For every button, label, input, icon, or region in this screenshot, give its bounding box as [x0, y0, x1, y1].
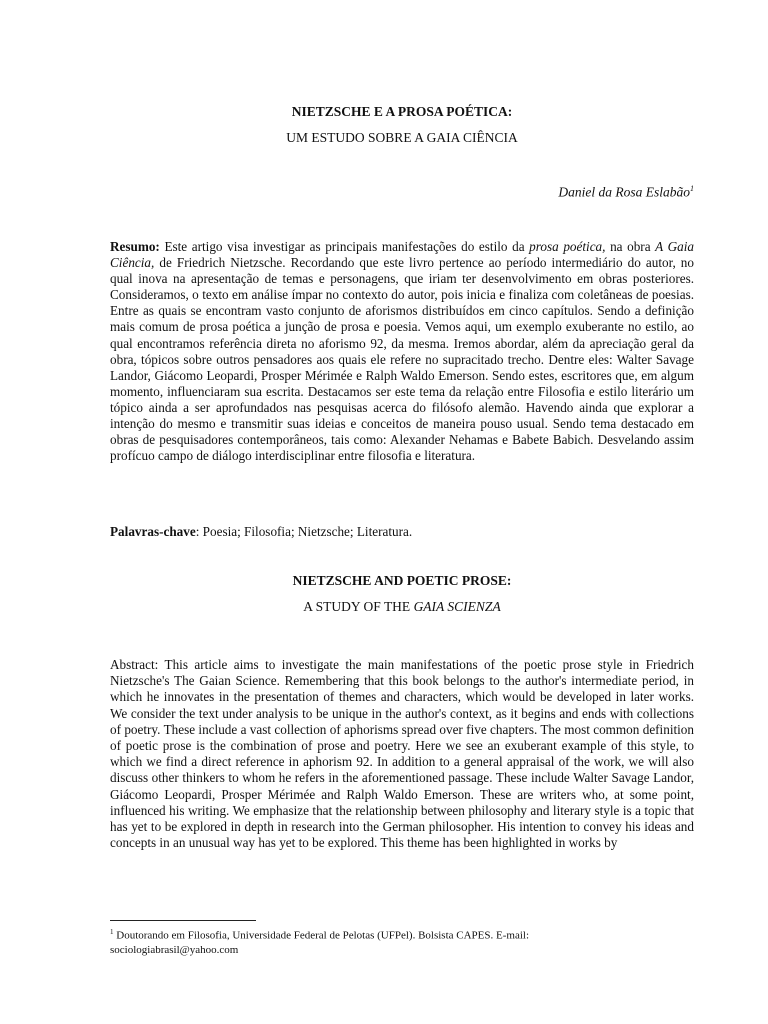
- footnote: [110, 925, 694, 957]
- author-name: Daniel da Rosa Eslabão: [558, 184, 690, 200]
- keywords-pt-text: : Poesia; Filosofia; Nietzsche; Literatura.: [195, 524, 413, 539]
- keywords-pt-label: Palavras-chave: [110, 524, 196, 539]
- footnote-email: sociologiabrasil@yahoo.com: [110, 943, 239, 956]
- title-en: NIETZSCHE AND POETIC PROSE:: [292, 573, 512, 588]
- subtitle-en: [110, 599, 694, 615]
- abstract-pt-text-2: na obra: [605, 239, 656, 254]
- abstract-pt: [110, 239, 694, 464]
- footnote-mark: 1: [110, 928, 114, 936]
- subtitle-en-prefix: A STUDY OF THE: [303, 599, 414, 614]
- author-line: [558, 181, 694, 201]
- abstract-pt-label: Resumo:: [110, 239, 160, 254]
- abstract-en: Abstract: This article aims to investigate the main manifestations of the poetic prose style in Friedrich Nietzsche's The Gaian Science. Remembering that this book belongs to the author's intermediate period, in which he innovates in the presentation of themes and characters, which would be developed in later works. We consider the text under analysis to be unique in the author's context, as it begins and ends with collections of poetry. These include a vast collection of aphorisms spread over five chapters. The most common definition of poetic prose is the combination of prose and poetry. Here we see an exuberant example of this style, to which we find a direct reference in aphorism 92. In addition to a general appraisal of the work, we will also discuss other thinkers to whom he refers in the aforementioned passage. These include Walter Savage Landor, Giácomo Leopardi, Prosper Mérimée and Ralph Waldo Emerson. These are writers who, at some point, influenced his writing. We emphasize that the relationship between philosophy and literary style is a topic that has yet to be explored in depth in research into the German philosopher. His intention to convey his ideas and concepts in an unusual way has yet to be explored. This theme has been highlighted in works by: [110, 657, 694, 851]
- subtitle-pt: UM ESTUDO SOBRE A GAIA CIÊNCIA: [286, 130, 518, 145]
- footnote-divider: [110, 920, 256, 921]
- abstract-pt-italic-1: prosa poética,: [529, 239, 606, 254]
- abstract-pt-text-1: Este artigo visa investigar as principais manifestações do estilo da: [159, 239, 530, 254]
- abstract-pt-text-3: de Friedrich Nietzsche. Recordando que este livro pertence ao período intermediário do autor, no qual inova na apresentação de temas e personagens, que iriam ter desenvolvimento em obras posteriores. Consideramos, o texto em análise ímpar no contexto do autor, pois inicia e finaliza com coletâneas de poesias. Entre as quais se encontram vasto conjunto de aforismos distribuídos em cinco capítulos. Sendo a definição mais comum de prosa poética a junção de prosa e poesia. Vemos aqui, um exemplo exuberante no estilo, ao qual encontramos referência direta no aforismo 92, da mesma. Iremos abordar, além da apreciação geral da obra, tópicos sobre outros pensadores aos quais ele refere no supracitado trecho. Dentre eles: Walter Savage Landor, Giácomo Leopardi, Prosper Mérimée e Ralph Waldo Emerson. Sendo estes, escritores que, em algum momento, influenciaram sua escrita. Destacamos ser este tema da relação entre Filosofia e estilo literário um tópico ainda a ser aprofundados nas pesquisas acerca do filósofo alemão. Havendo ainda que explorar a intenção do mesmo e transmitir suas ideias e conceitos de maneira pouso usual. Sendo tema destacado em obras de pesquisadores contemporâneos, tais como: Alexander Nehamas e Babete Babich. Desvelando assim profícuo campo de diálogo interdisciplinar entre filosofia e literatura.: [110, 255, 694, 464]
- keywords-pt: [110, 524, 694, 540]
- footnote-line-1: Doutorando em Filosofia, Universidade Federal de Pelotas (UFPel). Bolsista CAPES. E-mail:: [113, 929, 530, 942]
- author-footnote-mark: 1: [690, 184, 694, 193]
- abstract-pt-italic-2: A Gaia Ciência,: [110, 239, 694, 271]
- title-pt: NIETZSCHE E A PROSA POÉTICA:: [291, 104, 513, 119]
- subtitle-en-italic: GAIA SCIENZA: [413, 599, 501, 614]
